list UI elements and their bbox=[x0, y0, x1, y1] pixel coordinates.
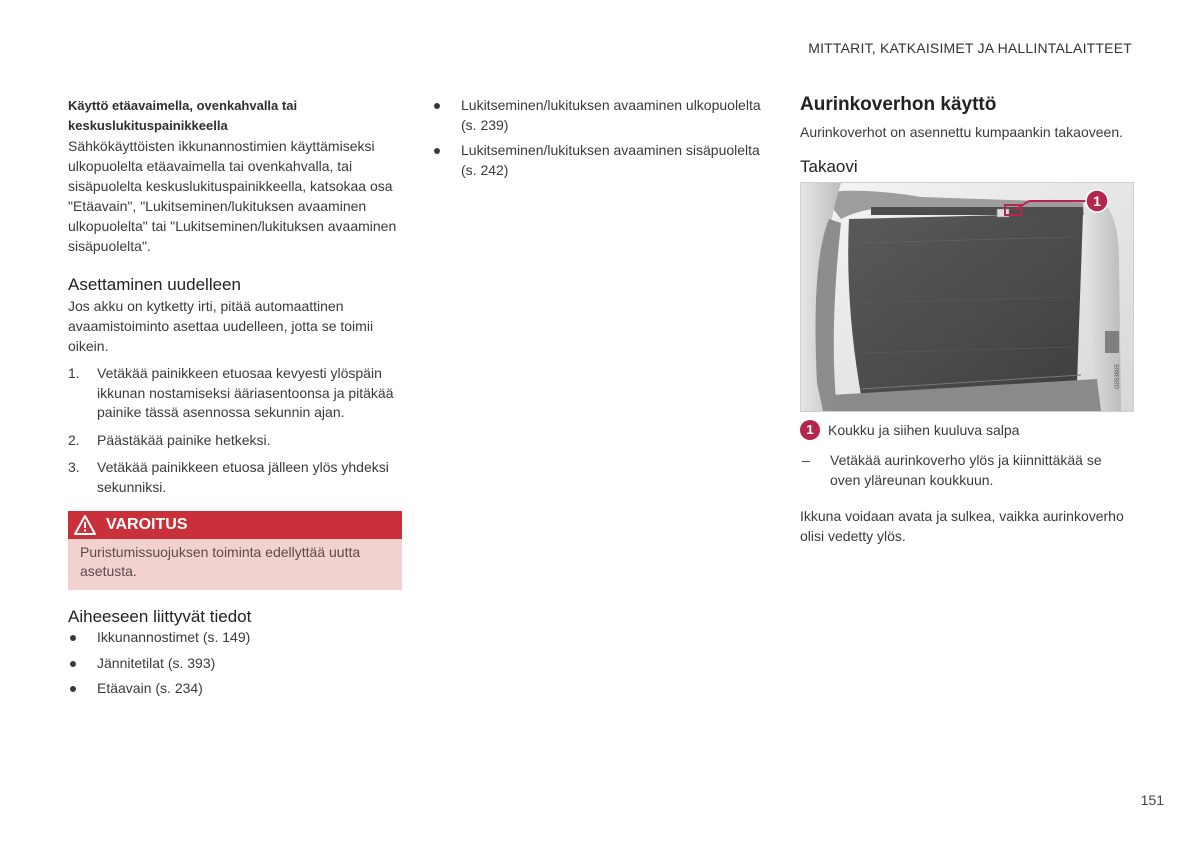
remote-key-intro: Sähkökäyttöisten ikkunannostimien käyttämiseksi ulkopuolelta etäavaimella tai ovenkahvalla, tai sisäpuolelta keskuslukituspainikkeella, katsokaa osa "Etäavain", "Lukitseminen/lukituksen avaaminen ulkopuolelta" tai "Lukitseminen/lukituksen avaaminen sisäpuolelta". bbox=[68, 138, 397, 254]
step-text: Vetäkää painikkeen etuosaa kevyesti ylöspäin ikkunan nostamiseksi ääriasentoonsa ja pitäkää painike tässä asennossa sekunnin ajan. bbox=[97, 365, 394, 420]
warning-title: VAROITUS bbox=[106, 516, 188, 533]
related-link-text: Etäavain (s. 234) bbox=[97, 680, 203, 696]
image-callout-number: 1 bbox=[1093, 193, 1101, 209]
related-link[interactable] bbox=[68, 628, 402, 648]
lock-link[interactable] bbox=[432, 141, 761, 180]
bullet-icon bbox=[70, 635, 76, 641]
left-column bbox=[68, 96, 402, 705]
related-list bbox=[68, 628, 402, 699]
step-text: Vetäkää painikkeen etuosa jälleen ylös yhdeksi sekunniksi. bbox=[97, 459, 389, 495]
bullet-icon bbox=[434, 103, 440, 109]
right-column bbox=[800, 92, 1134, 546]
reset-text: Jos akku on kytketty irti, pitää automaattinen avaamistoiminto asettaa uudelleen, jotta se toimii oikein. bbox=[68, 298, 374, 354]
step-number: 2. bbox=[68, 431, 80, 448]
sunshade-note: Ikkuna voidaan avata ja sulkea, vaikka aurinkoverho olisi vedetty ylös. bbox=[800, 508, 1124, 544]
middle-column bbox=[432, 96, 772, 186]
sunshade-drawing bbox=[801, 183, 1133, 411]
warning-box bbox=[68, 511, 402, 590]
callout-1 bbox=[800, 420, 1134, 440]
step-number: 3. bbox=[68, 459, 80, 475]
warning-triangle-icon bbox=[74, 515, 96, 535]
sunshade-intro: Aurinkoverhot on asennettu kumpaankin takaoveen. bbox=[800, 124, 1123, 140]
lock-link-text: Lukitseminen/lukituksen avaaminen sisäpuolelta (s. 242) bbox=[461, 142, 760, 178]
lock-link[interactable] bbox=[432, 96, 761, 135]
callout-badge: 1 bbox=[800, 420, 820, 440]
warning-header bbox=[68, 511, 402, 539]
remote-key-subheading: Käyttö etäavaimella, ovenkahvalla tai keskuslukituspainikkeella bbox=[68, 98, 298, 133]
rear-door-heading: Takaovi bbox=[800, 157, 858, 176]
page-number: 151 bbox=[1140, 792, 1164, 808]
step-item bbox=[68, 458, 402, 497]
related-link[interactable] bbox=[68, 679, 402, 699]
lock-links-list bbox=[432, 96, 772, 180]
bullet-icon bbox=[70, 661, 76, 667]
step-item bbox=[68, 364, 402, 423]
bullet-icon bbox=[434, 148, 440, 154]
step-item bbox=[68, 431, 402, 451]
dash-marker: – bbox=[802, 452, 810, 468]
related-link-text: Jännitetilat (s. 393) bbox=[97, 654, 216, 671]
related-link-text: Ikkunannostimet (s. 149) bbox=[97, 629, 251, 645]
reset-steps bbox=[68, 364, 402, 497]
step-number: 1. bbox=[68, 365, 80, 381]
related-link[interactable] bbox=[68, 654, 402, 674]
warning-text: Puristumissuojuksen toiminta edellyttää uutta asetusta. bbox=[68, 539, 402, 590]
step-text: Päästäkää painike hetkeksi. bbox=[97, 431, 271, 448]
callout-text: Koukku ja siihen kuuluva salpa bbox=[828, 422, 1020, 438]
reset-heading: Asettaminen uudelleen bbox=[68, 275, 241, 294]
instruction-text: Vetäkää aurinkoverho ylös ja kiinnittäkää se oven yläreunan koukkuun. bbox=[830, 452, 1102, 488]
image-code: G053805 bbox=[1115, 364, 1121, 389]
rear-door-sunshade-illustration bbox=[800, 182, 1134, 412]
page-section-header: MITTARIT, KATKAISIMET JA HALLINTALAITTEET bbox=[808, 40, 1132, 56]
instruction-item bbox=[800, 450, 1134, 490]
bullet-icon bbox=[70, 686, 76, 692]
related-heading: Aiheeseen liittyvät tiedot bbox=[68, 607, 252, 626]
lock-link-text: Lukitseminen/lukituksen avaaminen ulkopuolelta (s. 239) bbox=[461, 97, 761, 133]
sunshade-title: Aurinkoverhon käyttö bbox=[800, 94, 997, 115]
